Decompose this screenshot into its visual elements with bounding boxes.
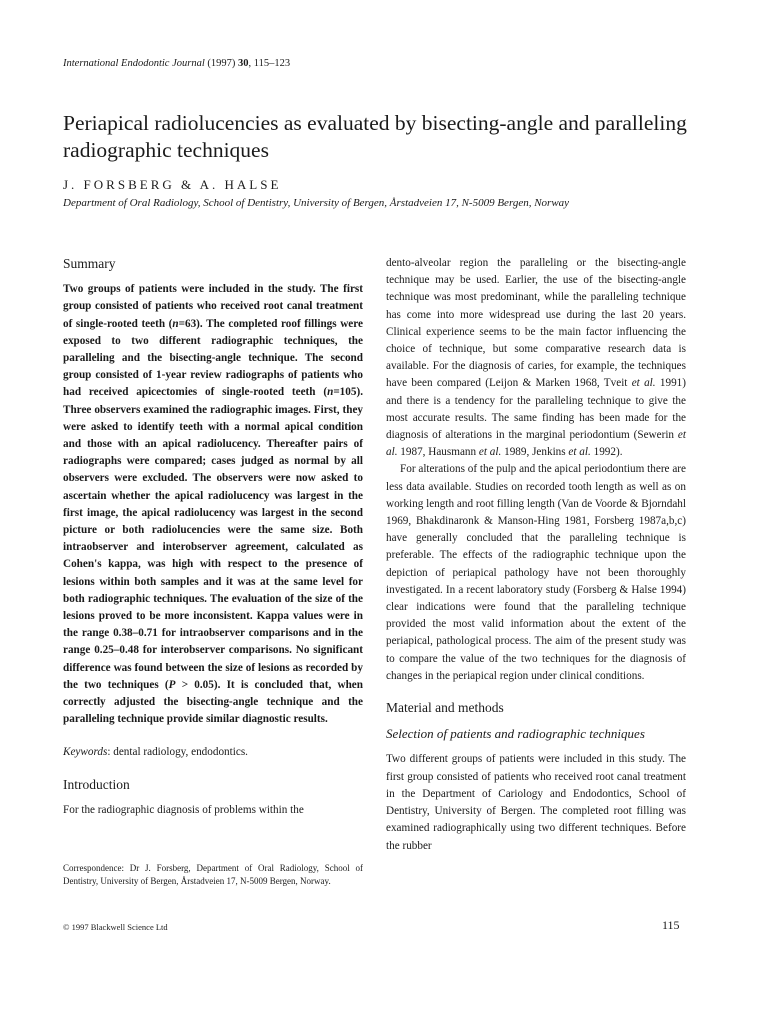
right-column xyxy=(386,255,686,855)
keywords xyxy=(63,744,363,761)
correspondence-footnote: Correspondence: Dr J. Forsberg, Department of Oral Radiology, School of Dentistry, University of Bergen, Årstadveien 17, N-5009 Bergen, Norway. xyxy=(63,863,363,886)
et-al-4: et al. xyxy=(568,446,591,459)
keywords-text: : dental radiology, endodontics. xyxy=(107,746,248,759)
introduction-heading: Introduction xyxy=(63,776,130,792)
et-al-3: et al. xyxy=(478,446,502,459)
journal-volume: 30 xyxy=(238,58,249,69)
summary-var-n1: n xyxy=(172,317,179,330)
summary-part-1: Two groups of patients were included in the study. The first group consisted of patients who received root canal treatment of single-rooted teeth ( xyxy=(63,283,363,330)
methods-subheading: Selection of patients and radiographic techniques xyxy=(386,726,645,742)
journal-pages: , 115–123 xyxy=(248,58,291,69)
para1-part-e: 1992). xyxy=(590,446,623,459)
para1-part-b: 1991) and there is a tendency for the paralleling technique to give the most accurate results. The same finding has been made for the diagnosis of alterations in the marginal periodontium (Sewerin xyxy=(386,377,686,442)
article-title: Periapical radiolucencies as evaluated by bisecting-angle and paralleling radiographic techniques xyxy=(63,111,687,162)
summary-heading: Summary xyxy=(63,256,116,271)
article-affiliation: Department of Oral Radiology, School of Dentistry, University of Bergen, Årstadveien 17, N-5009 Bergen, Norway xyxy=(63,197,570,209)
et-al-1: et al. xyxy=(631,377,656,390)
summary-text xyxy=(63,281,363,728)
left-column xyxy=(63,255,363,819)
intro-paragraph-2: For alterations of the pulp and the apical periodontium there are less data available. Studies on recorded tooth length as well as on working length and root filling length (Van de Voorde & Bjorndahl 1969, Bhakdinaronk & Manson-Hing 1981, Forsberg 1987a,b,c) have generally concluded that the paralleling technique is preferable. The effects of the radiographic technique upon the depiction of periapical pathology have not been thoroughly investigated. In a recent laboratory study (Forsberg & Halse 1994) clear indications were found that the paralleling technique provided the most valid information about the extent of the periapical, pathological process. The aim of the present study was to compare the value of the two techniques for the diagnosis of changes in the periapical region under clinical conditions. xyxy=(386,463,686,682)
methods-text: Two different groups of patients were included in this study. The first group consisted of patients who received root canal treatment in the Department of Cariology and Endodontics, School of Dentistry, University of Bergen. The completed root filling was examined radiographically using two different techniques. Before the rubber xyxy=(386,753,686,852)
summary-part-2: =63). The completed roof fillings were exposed to two different radiographic techniques, the paralleling and the bisecting-angle technique. The second group consisted of 1-year review radiographs of patients who had received apicectomies of single-rooted teeth ( xyxy=(63,317,364,399)
summary-part-4: > 0.05). It is concluded that, when correctly adjusted the bisecting-angle technique and the paralleling technique provide similar diagnostic results. xyxy=(63,678,363,726)
summary-part-3: =105). Three observers examined the radiographic images. First, they were asked to identify teeth with a normal apical condition and those with an apical radiolucency. Thereafter pairs of radiographs were compared; cases judged as normal by all observers were excluded. The observers were now asked to ascertain whether the apical radiolucency was largest in the first image, the apical radiolucency was largest in the second picture or both radiolucencies were the same size. Both intraobserver and interobserver agreement, calculated as Cohen's kappa, was high with respect to the presence of lesions within both samples and it was at the same level for both radiographic techniques. The evaluation of the size of the lesions proved to be more inconsistent. Kappa values were in the range 0.38–0.71 for intraobserver comparisons and in the range 0.25–0.48 for interobserver comparisons. No significant difference was found between the size of lesions as recorded by the two techniques ( xyxy=(63,386,363,691)
summary-var-p: P xyxy=(168,678,176,691)
para1-part-c: 1987, Hausmann xyxy=(397,446,479,459)
article-authors: J. FORSBERG & A. HALSE xyxy=(63,177,282,192)
para1-part-a: dento-alveolar region the paralleling or the bisecting-angle technique may be used. Earlier, the use of the bisecting-angle technique was most predominant, while the paralleling technique has come into more widespread use during the last 20 years. Clinical experience seems to be the main factor influencing the choice of technique, but some comparative research data is available. For the diagnosis of caries, for example, the techniques have been compared (Leijon & Marken 1968, Tveit xyxy=(386,257,686,390)
journal-year: (1997) xyxy=(207,58,236,69)
page-number: 115 xyxy=(662,918,680,932)
summary-var-n2: n xyxy=(327,386,334,399)
introduction-text: For the radiographic diagnosis of problems within the xyxy=(63,803,304,816)
keywords-label: Keywords xyxy=(63,746,108,759)
intro-paragraph-1 xyxy=(386,255,686,461)
copyright-notice: © 1997 Blackwell Science Ltd xyxy=(63,922,168,932)
methods-heading: Material and methods xyxy=(386,700,504,716)
et-al-2: et al. xyxy=(386,429,686,459)
journal-name: International Endodontic Journal xyxy=(63,58,205,69)
journal-reference xyxy=(63,58,290,69)
para1-part-d: 1989, Jenkins xyxy=(501,446,569,459)
